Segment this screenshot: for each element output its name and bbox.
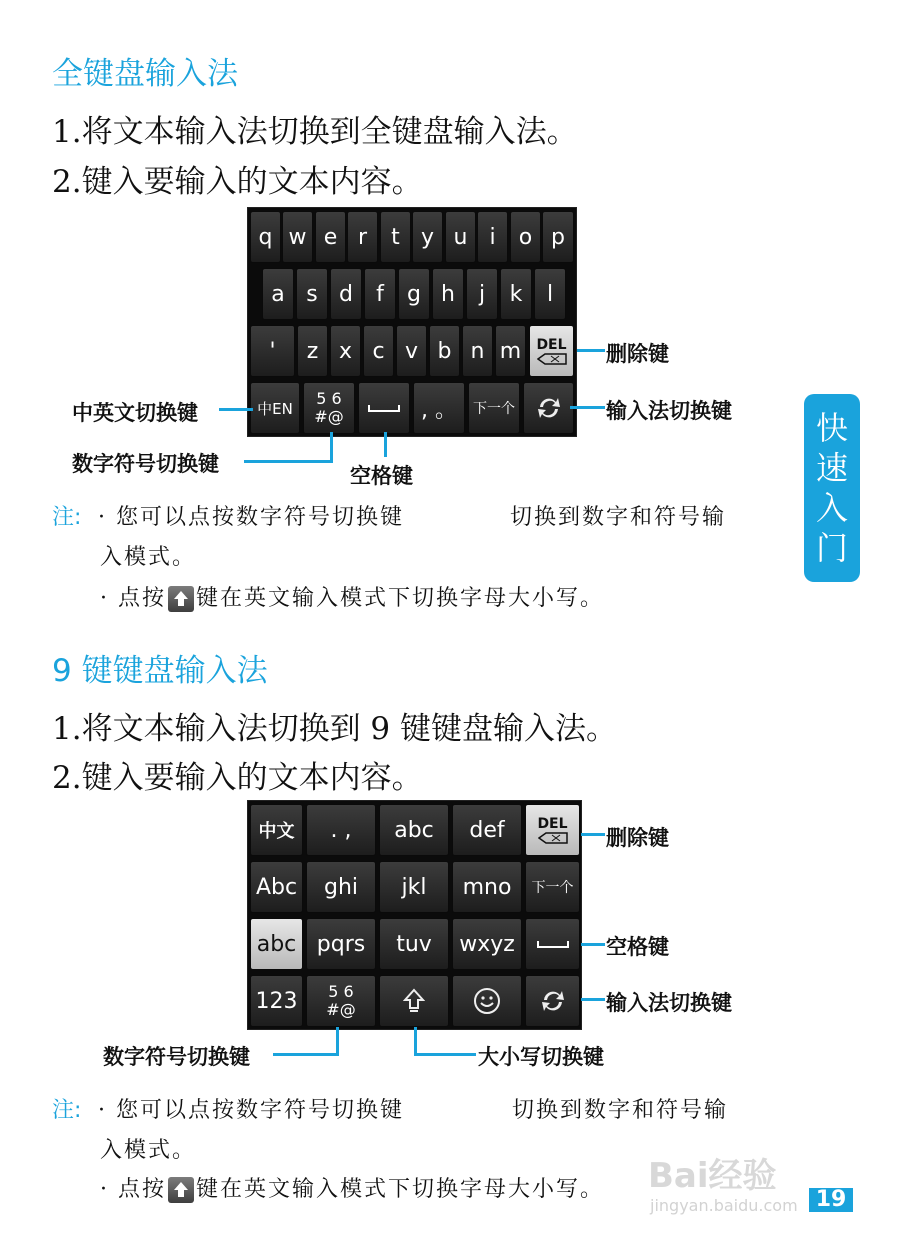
callout-input-method: 输入法切换键: [606, 399, 732, 423]
key-mno[interactable]: mno: [452, 861, 522, 913]
key-h[interactable]: h: [432, 268, 464, 320]
callout-case: 大小写切换键: [478, 1045, 604, 1069]
smiley-icon: [472, 986, 502, 1016]
key-c[interactable]: c: [363, 325, 394, 377]
note-9-1c: 入模式。: [100, 1138, 197, 1163]
note-label-2: 注:: [52, 1098, 82, 1123]
side-tab-char-2: 速: [815, 449, 848, 487]
section-title-full-keyboard: 全键盘输入法: [52, 56, 238, 92]
key-tuv[interactable]: tuv: [379, 918, 449, 970]
nine-key-keyboard: [247, 800, 582, 1030]
note-9-2a: · 点按: [100, 1177, 166, 1202]
callout-line-num-9-v: [336, 1027, 339, 1055]
cn-key-label: 中文: [258, 821, 295, 842]
note-9-2: [100, 1172, 604, 1203]
backspace-icon: [537, 353, 567, 365]
key-apostrophe[interactable]: ': [250, 325, 295, 377]
callout-line-delete: [577, 349, 605, 352]
note-label-1: 注:: [52, 505, 82, 530]
full-keyboard: [247, 207, 577, 437]
key-abc[interactable]: abc: [379, 804, 449, 856]
case-switch-key[interactable]: [379, 975, 449, 1027]
emoji-key[interactable]: [452, 975, 522, 1027]
key-w[interactable]: w: [282, 211, 313, 263]
delete-key-9[interactable]: [525, 804, 580, 856]
num-key-bottom: #@: [314, 407, 344, 426]
callout-line-num-v: [330, 432, 333, 462]
note-9-1a: · 您可以点按数字符号切换键: [98, 1098, 404, 1123]
key-v[interactable]: v: [396, 325, 427, 377]
key-m[interactable]: m: [495, 325, 526, 377]
note-9-1b: 切换到数字和符号输: [512, 1098, 729, 1123]
space-icon: [367, 403, 401, 413]
callout-delete: 删除键: [606, 342, 669, 366]
callout-line-lang: [219, 408, 253, 411]
key-l[interactable]: l: [534, 268, 566, 320]
punct-key-9[interactable]: . ,: [306, 804, 376, 856]
callout-switch-lang: 中英文切换键: [72, 401, 198, 425]
key-z[interactable]: z: [297, 325, 328, 377]
watermark-url: jingyan.baidu.com: [650, 1196, 798, 1215]
shift-arrow-icon: [403, 988, 425, 1014]
key-g[interactable]: g: [398, 268, 430, 320]
space-key-9[interactable]: [525, 918, 580, 970]
callout-line-num-h: [244, 460, 333, 463]
delete-key-label: DEL: [536, 337, 567, 353]
key-123[interactable]: 123: [250, 975, 303, 1027]
num-key-9-top: 5 6: [328, 982, 354, 1001]
key-t[interactable]: t: [380, 211, 411, 263]
key-f[interactable]: f: [364, 268, 396, 320]
next-key-9-label: 下一个: [531, 880, 574, 896]
step-1: 1.将文本输入法切换到全键盘输入法。: [52, 114, 578, 150]
key-ghi[interactable]: ghi: [306, 861, 376, 913]
punctuation-key[interactable]: , 。: [413, 382, 465, 434]
step-1-9key: 1.将文本输入法切换到 9 键键盘输入法。: [52, 711, 618, 747]
callout-space: 空格键: [350, 464, 413, 488]
step-2: 2.键入要输入的文本内容。: [52, 164, 423, 200]
callout-num-symbol-9: 数字符号切换键: [103, 1045, 250, 1069]
step-2-9key: 2.键入要输入的文本内容。: [52, 760, 423, 796]
callout-line-space: [384, 432, 387, 457]
callout-line-num-9-h: [273, 1053, 339, 1056]
note-2a: · 点按: [100, 586, 166, 611]
num-symbol-key-9[interactable]: [306, 975, 376, 1027]
side-tab-quick-start: [804, 394, 860, 582]
key-d[interactable]: d: [330, 268, 362, 320]
delete-key[interactable]: [529, 325, 574, 377]
note-2: [100, 581, 604, 612]
key-q[interactable]: q: [250, 211, 281, 263]
key-j[interactable]: j: [466, 268, 498, 320]
input-method-switch-key[interactable]: [523, 382, 574, 434]
key-u[interactable]: u: [445, 211, 476, 263]
key-b[interactable]: b: [429, 325, 460, 377]
next-key[interactable]: [468, 382, 520, 434]
input-method-switch-key-9[interactable]: [525, 975, 580, 1027]
key-def[interactable]: def: [452, 804, 522, 856]
shift-icon: [168, 586, 194, 612]
shift-icon: [168, 1177, 194, 1203]
backspace-icon: [538, 832, 568, 844]
key-wxyz[interactable]: wxyz: [452, 918, 522, 970]
key-i[interactable]: i: [477, 211, 508, 263]
key-p[interactable]: p: [542, 211, 574, 263]
note-9-2b: 键在英文输入模式下切换字母大小写。: [196, 1177, 605, 1202]
section-title-9-key: 9 键键盘输入法: [52, 653, 268, 689]
callout-input-method-9: 输入法切换键: [606, 991, 732, 1015]
note-1c: 入模式。: [100, 545, 197, 570]
watermark-brand: Bai经验: [648, 1156, 777, 1196]
next-key-label: 下一个: [473, 401, 515, 417]
key-e[interactable]: e: [315, 211, 346, 263]
key-r[interactable]: r: [347, 211, 378, 263]
callout-delete-9: 删除键: [606, 826, 669, 850]
callout-line-input-method: [570, 406, 605, 409]
note-1b: 切换到数字和符号输: [510, 505, 727, 530]
callout-space-9: 空格键: [606, 935, 669, 959]
callout-line-case-h: [414, 1053, 476, 1056]
key-n[interactable]: n: [462, 325, 493, 377]
callout-line-input-method-9: [581, 998, 605, 1001]
num-symbol-key[interactable]: [303, 382, 355, 434]
lang-switch-label: 中EN: [257, 399, 293, 418]
key-y[interactable]: y: [412, 211, 443, 263]
key-k[interactable]: k: [500, 268, 532, 320]
note-1a: · 您可以点按数字符号切换键: [98, 505, 404, 530]
side-tab-char-1: 快: [815, 409, 848, 447]
key-Abc[interactable]: Abc: [250, 861, 303, 913]
callout-line-delete-9: [581, 833, 605, 836]
key-jkl[interactable]: jkl: [379, 861, 449, 913]
key-s[interactable]: s: [296, 268, 328, 320]
switch-arrows-icon: [538, 988, 568, 1014]
callout-line-case-v: [414, 1027, 417, 1055]
num-key-top: 5 6: [316, 389, 342, 408]
space-icon: [536, 939, 570, 949]
cn-key[interactable]: [250, 804, 303, 856]
lang-switch-key[interactable]: [250, 382, 300, 434]
key-pqrs[interactable]: pqrs: [306, 918, 376, 970]
next-key-9[interactable]: [525, 861, 580, 913]
switch-arrows-icon: [534, 395, 564, 421]
side-tab-char-3: 入: [815, 489, 848, 527]
key-x[interactable]: x: [330, 325, 361, 377]
num-key-9-bottom: #@: [326, 1000, 356, 1019]
side-tab-char-4: 门: [815, 529, 848, 567]
space-key[interactable]: [358, 382, 410, 434]
key-a[interactable]: a: [262, 268, 294, 320]
callout-num-symbol: 数字符号切换键: [72, 452, 219, 476]
delete-key-9-label: DEL: [537, 816, 568, 832]
page-number: 19: [809, 1188, 853, 1212]
abc-mode-key[interactable]: abc: [250, 918, 303, 970]
key-o[interactable]: o: [510, 211, 541, 263]
note-2b: 键在英文输入模式下切换字母大小写。: [196, 586, 605, 611]
callout-line-space-9: [581, 943, 605, 946]
